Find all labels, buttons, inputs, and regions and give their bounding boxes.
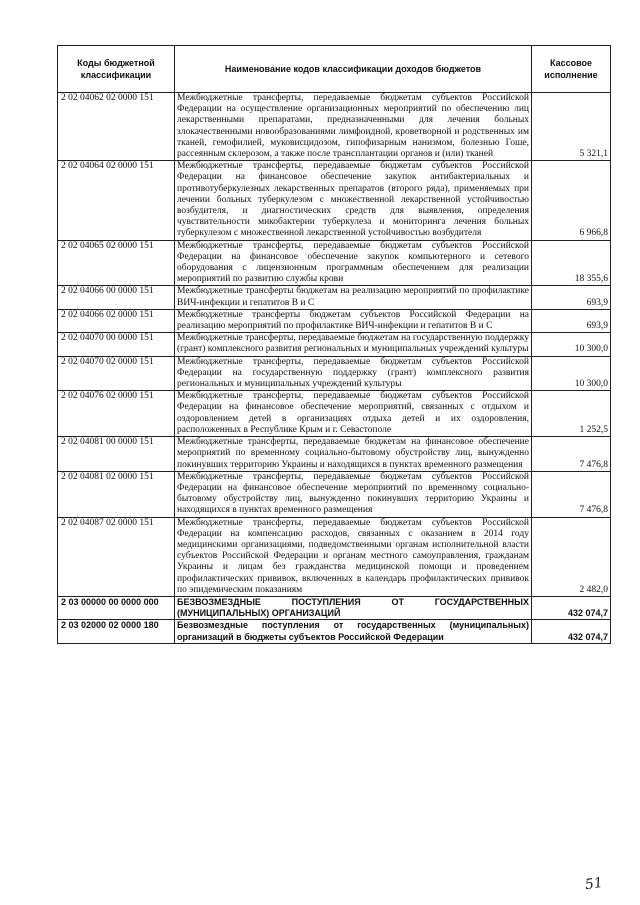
row-amount: 7 476,8 [532, 471, 611, 517]
row-amount: 6 966,8 [532, 161, 611, 240]
row-code: 2 03 02000 02 0000 180 [58, 620, 175, 643]
table-row [58, 286, 611, 309]
table-row [58, 391, 611, 437]
table-row [58, 240, 611, 286]
row-amount: 5 321,1 [532, 93, 611, 161]
table-row [58, 93, 611, 161]
table-header-row [58, 46, 611, 93]
row-amount: 18 355,6 [532, 240, 611, 286]
revenue-table [57, 45, 611, 644]
row-name: Межбюджетные трансферты, передаваемые бюджетам субъектов Российской Федерации на финансовое обеспечение закупок антибактериальных и противотуберкулезных лекарственных препаратов (второго ряда), применяемых при лечении больных туберкулезом с множественной лекарственной устойчивостью возбудителя, и диагностических средств для выявления, определения чувствительности микобактерии туберкулеза и мониторинга лечения больных туберкулезом с множественной лекарственной устойчивостью возбудителя [175, 161, 532, 240]
row-code: 2 02 04081 00 0000 151 [58, 437, 175, 472]
row-name: Межбюджетные трансферты, передаваемые бюджетам субъектов Российской Федерации на компенсацию расходов, связанных с оказанием в 2014 году медицинскими организациями, подведомственными органам исполнительной власти субъектов Российской Федерации и органам местного самоуправления, гражданам Украины и лицам без гражданства медицинской помощи и проведением профилактических прививок, включенных в календарь профилактических прививок по эпидемическим показаниям [175, 517, 532, 596]
table-row [58, 517, 611, 596]
table-row [58, 596, 611, 619]
row-code: 2 02 04062 02 0000 151 [58, 93, 175, 161]
row-name: Межбюджетные трансферты бюджетам на реализацию мероприятий по профилактике ВИЧ-инфекции и гепатитов В и С [175, 286, 532, 309]
row-amount: 432 074,7 [532, 596, 611, 619]
table-row [58, 437, 611, 472]
row-name: Межбюджетные трансферты, передаваемые бюджетам субъектов Российской Федерации на государственную поддержку (грант) комплексного развития региональных и муниципальных учреждений культуры [175, 356, 532, 391]
document-page [57, 45, 610, 644]
row-code: 2 02 04066 00 0000 151 [58, 286, 175, 309]
table-row [58, 161, 611, 240]
header-amount: Кассовое исполнение [532, 46, 611, 93]
table-row [58, 471, 611, 517]
table-row [58, 309, 611, 332]
row-code: 2 02 04066 02 0000 151 [58, 309, 175, 332]
table-row [58, 356, 611, 391]
row-code: 2 02 04065 02 0000 151 [58, 240, 175, 286]
row-code: 2 02 04076 02 0000 151 [58, 391, 175, 437]
row-amount: 1 252,5 [532, 391, 611, 437]
row-name: Межбюджетные трансферты, передаваемые бюджетам на финансовое обеспечение мероприятий по временному социально-бытовому обустройству лиц, вынужденно покинувших территорию Украины и находящихся в пунктах временного размещения [175, 437, 532, 472]
header-name: Наименование кодов классификации доходов бюджетов [175, 46, 532, 93]
row-amount: 432 074,7 [532, 620, 611, 643]
row-code: 2 02 04087 02 0000 151 [58, 517, 175, 596]
row-amount: 10 300,0 [532, 333, 611, 356]
table-row [58, 333, 611, 356]
row-amount: 10 300,0 [532, 356, 611, 391]
row-code: 2 02 04081 02 0000 151 [58, 471, 175, 517]
row-amount: 693,9 [532, 286, 611, 309]
table-body [58, 93, 611, 644]
row-name: Межбюджетные трансферты, передаваемые бюджетам субъектов Российской Федерации на финансовое обеспечение мероприятий по временному социально-бытовому обустройству лиц, вынужденно покинувших территорию Украины и находящихся в пунктах временного размещения [175, 471, 532, 517]
page-number: 51 [583, 874, 604, 894]
row-code: 2 03 00000 00 0000 000 [58, 596, 175, 619]
row-name: Межбюджетные трансферты бюджетам субъектов Российской Федерации на реализацию мероприятий по профилактике ВИЧ-инфекции и гепатитов В и С [175, 309, 532, 332]
row-code: 2 02 04070 00 0000 151 [58, 333, 175, 356]
row-name: Межбюджетные трансферты, передаваемые бюджетам субъектов Российской Федерации на финансовое обеспечение закупок компьютерного и сетевого оборудования с лицензионным программным обеспечением для реализации мероприятий по развитию службы крови [175, 240, 532, 286]
table-row [58, 620, 611, 643]
header-code: Коды бюджетной классификации [58, 46, 175, 93]
row-code: 2 02 04064 02 0000 151 [58, 161, 175, 240]
row-name: БЕЗВОЗМЕЗДНЫЕ ПОСТУПЛЕНИЯ ОТ ГОСУДАРСТВЕННЫХ (МУНИЦИПАЛЬНЫХ) ОРГАНИЗАЦИЙ [175, 596, 532, 619]
row-name: Межбюджетные трансферты, передаваемые бюджетам субъектов Российской Федерации на осуществление организационных мероприятий по обеспечению лиц лекарственными препаратами, предназначенными для лечения больных злокачественными новообразованиями лимфоидной, кроветворной и родственных им тканей, гемофилией, муковисцидозом, гипофизарным нанизмом, болезнью Гоше, рассеянным склерозом, а также после трансплантации органов и (или) тканей [175, 93, 532, 161]
row-amount: 693,9 [532, 309, 611, 332]
row-code: 2 02 04070 02 0000 151 [58, 356, 175, 391]
row-name: Межбюджетные трансферты, передаваемые бюджетам субъектов Российской Федерации на финансовое обеспечение мероприятий, связанных с отдыхом и оздоровлением детей в организациях отдыха детей и их оздоровления, расположенных в Республике Крым и г. Севастополе [175, 391, 532, 437]
row-amount: 2 482,0 [532, 517, 611, 596]
row-amount: 7 476,8 [532, 437, 611, 472]
row-name: Безвозмездные поступления от государственных (муниципальных) организаций в бюджеты субъектов Российской Федерации [175, 620, 532, 643]
row-name: Межбюджетные трансферты, передаваемые бюджетам на государственную поддержку (грант) комплексного развития региональных и муниципальных учреждений культуры [175, 333, 532, 356]
